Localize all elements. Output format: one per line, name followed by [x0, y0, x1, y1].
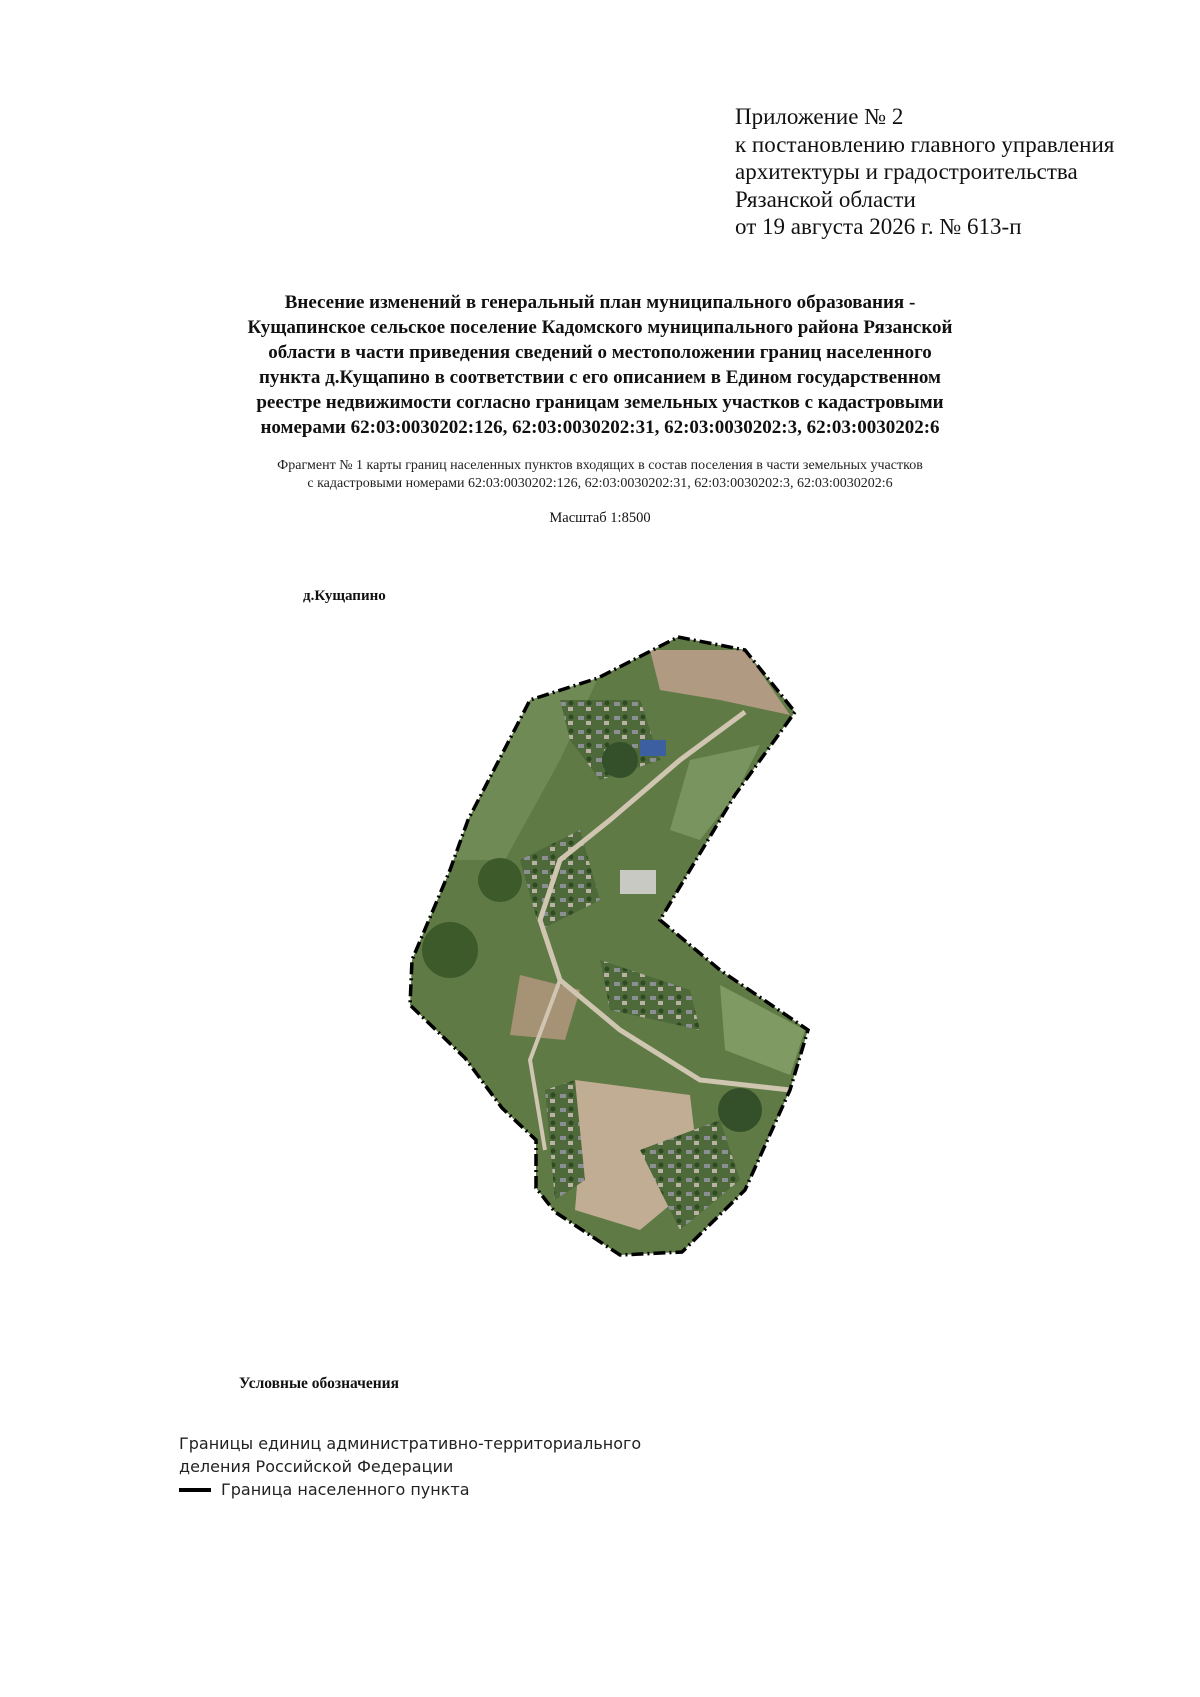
tree-cluster	[478, 858, 522, 902]
tree-cluster	[718, 1088, 762, 1132]
title-line: номерами 62:03:0030202:126, 62:03:0030202:31, 62:03:0030202:3, 62:03:0030202:6	[260, 417, 940, 438]
tree-cluster	[422, 922, 478, 978]
appendix-line: Рязанской области	[735, 186, 916, 212]
appendix-line: от 19 августа 2026 г. № 613-п	[735, 214, 1022, 239]
title-line: реестре недвижимости согласно границам земельных участков с кадастровыми	[256, 392, 944, 413]
title-line: области в части приведения сведений о местоположении границ населенного	[268, 342, 932, 363]
appendix-line: к постановлению главного управления	[735, 131, 1115, 157]
building	[620, 870, 656, 894]
legend	[179, 1432, 641, 1501]
subtitle-line: Фрагмент № 1 карты границ населенных пунктов входящих в состав поселения в части земельных участков	[277, 458, 923, 473]
satellite-image	[400, 630, 820, 1260]
boundary-line-swatch	[179, 1488, 211, 1492]
legend-item-boundary	[179, 1478, 641, 1501]
appendix-line: архитектуры и градостроительства	[735, 159, 1078, 184]
appendix-line: Приложение № 2	[735, 104, 904, 129]
settlement-label: д.Кущапино	[303, 588, 386, 604]
legend-section-line: деления Российской Федерации	[179, 1457, 454, 1476]
map-scale: Масштаб 1:8500	[549, 510, 651, 526]
title-line: Кущапинское сельское поселение Кадомского муниципального района Рязанской	[247, 317, 953, 338]
tree-cluster	[602, 742, 638, 778]
building-roof	[640, 740, 666, 756]
legend-title: Условные обозначения	[239, 1375, 400, 1392]
legend-item-label: Граница населенного пункта	[221, 1480, 470, 1499]
subtitle-line: с кадастровыми номерами 62:03:0030202:126, 62:03:0030202:31, 62:03:0030202:3, 62:03:0030202:6	[307, 476, 893, 491]
legend-section-line: Границы единиц административно-территориального	[179, 1434, 642, 1453]
title-line: Внесение изменений в генеральный план муниципального образования -	[284, 292, 916, 313]
title-line: пункта д.Кущапино в соответствии с его описанием в Едином государственном	[258, 367, 942, 388]
